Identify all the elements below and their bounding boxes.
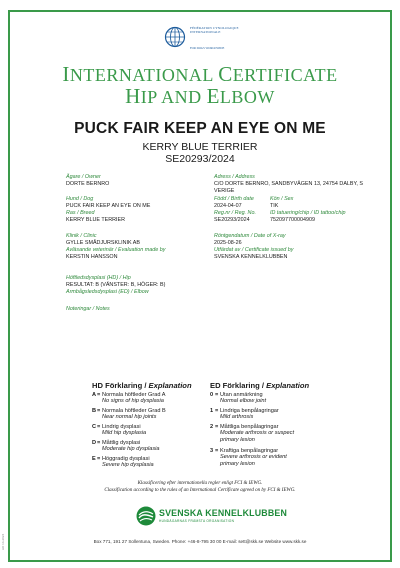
form-code: HD 14-2024 <box>1 533 5 550</box>
globe-icon <box>164 26 186 48</box>
fci-tagline: FOR DOGS WORLDWIDE <box>190 46 225 50</box>
xray-date-label: Röntgendatum / Date of X-ray <box>214 233 286 239</box>
dog-reg-heading: SE20293/2024 <box>165 153 235 165</box>
reg-no-label: Reg.nr / Reg. No. <box>214 210 256 216</box>
birth-date-label: Född / Birth date <box>214 196 254 202</box>
dog-name-heading: PUCK FAIR KEEP AN EYE ON ME <box>74 120 326 137</box>
sex-label: Kön / Sex <box>270 196 294 202</box>
hd-label: Höftledsdysplasi (HD) / Hip <box>66 275 131 281</box>
birth-date-value: 2024-04-07 <box>214 203 242 209</box>
ed-label: Armbågsledsdysplasi (ED) / Elbow <box>66 289 149 295</box>
skk-subtitle: HUNDÄGARNAS FRÄMSTA ORGANISATION <box>159 519 235 523</box>
breed-label: Ras / Breed <box>66 210 95 216</box>
skk-logo <box>136 506 288 526</box>
dog-breed-heading: KERRY BLUE TERRIER <box>142 141 258 153</box>
classification-note-en: Classification according to the rules of an International Certificate agreed on by FCI & IEWG. <box>104 488 296 493</box>
clinic-value: GYLLE SMÅDJURSKLINIK AB <box>66 240 140 246</box>
xray-date-value: 2025-08-26 <box>214 240 242 246</box>
notes-label: Noteringar / Notes <box>66 306 110 312</box>
address-line1: C/O DORTE BERNRO, SANDBYVÄGEN 13, 24754 DALBY, S <box>214 181 363 187</box>
certificate-title-line2: HIP AND ELBOW <box>125 84 275 108</box>
id-chip-value: 752097700004909 <box>270 217 315 223</box>
dog-value: PUCK FAIR KEEP AN EYE ON ME <box>66 203 151 209</box>
certificate-title <box>0 64 400 108</box>
contact-info: Box 771, 191 27 Sollentuna, Sweden. Phone: +46-8-795 30 00 E-mail: sett@skk.se Website www.skk.se <box>93 539 307 544</box>
fci-name: FÉDÉRATION CYNOLOGIQUE INTERNATIONALE <box>190 26 239 35</box>
issued-by-value: SVENSKA KENNELKLUBBEN <box>214 254 288 260</box>
fci-logo <box>164 22 254 58</box>
address-line2: VERIGE <box>214 188 235 194</box>
breed-value: KERRY BLUE TERRIER <box>66 217 126 223</box>
skk-name: SVENSKA KENNELKLUBBEN <box>159 508 288 518</box>
address-label: Adress / Address <box>214 174 255 180</box>
clinic-label: Klinik / Clinic <box>66 233 97 239</box>
reg-no-value: SE20293/2024 <box>214 217 250 223</box>
vet-label: Avläsande veterinär / Evaluation made by <box>66 247 166 253</box>
classification-note-sv: Klassificering efter internationella regler enligt FCI & IEWG. <box>137 481 263 486</box>
hd-explanation-heading: HD Förklaring / Explanation <box>92 381 192 390</box>
vet-value: KERSTIN HANSSON <box>66 254 118 260</box>
certificate-title-line1: INTERNATIONAL CERTIFICATE <box>62 62 338 86</box>
dog-label: Hund / Dog <box>66 196 94 202</box>
id-chip-label: ID tatuering/chip / ID tattoo/chip <box>270 210 346 216</box>
ed-explanation-heading: ED Förklaring / Explanation <box>210 381 310 390</box>
owner-label: Ägare / Owner <box>66 174 101 180</box>
sex-value: TIK <box>270 203 279 209</box>
owner-value: DORTE BERNRO <box>66 181 110 187</box>
issued-by-label: Utfärdat av / Certificate issued by <box>214 247 294 253</box>
hd-value: RESULTAT: B (VÄNSTER: B, HÖGER: B) <box>66 282 166 288</box>
skk-emblem-icon <box>136 506 156 526</box>
